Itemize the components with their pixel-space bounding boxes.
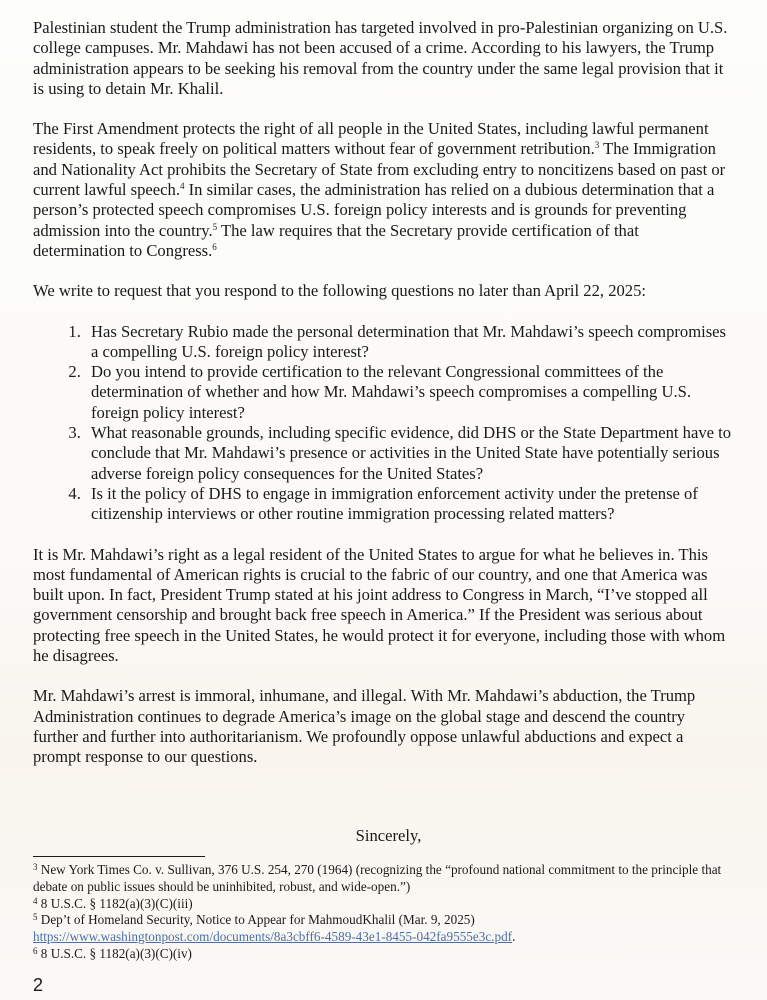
footnote-ref-5[interactable]: 5 [212,221,218,232]
footnote-ref-3[interactable]: 3 [594,140,600,151]
footnote-link[interactable]: https://www.washingtonpost.com/documents/8a3cbff6-4589-43e1-8455-042fa9555e3c.pdf [33,929,513,945]
question-item: 1. Has Secretary Rubio made the personal determination that Mr. Mahdawi’s speech compromises a compelling U.S. foreign policy interest? [85,322,733,363]
footnote-number: 4 [33,895,38,906]
sentence-first-amendment: The First Amendment protects the right of all people in the United States, including lawful permanent residents, to speak freely on political matters without fear of government retribution. [33,119,709,159]
footnote-3 [33,862,733,896]
footnote-text: 8 U.S.C. § 1182(a)(3)(C)(iii) [40,895,193,911]
paragraph-conclusion: Mr. Mahdawi’s arrest is immoral, inhumane, and illegal. With Mr. Mahdawi’s abduction, the Trump Administration continues to degrade America’s image on the global stage and descend the country further and further into authoritarianism. We profoundly oppose unlawful abductions and expect a prompt response to our questions. [33,686,696,767]
question-item: 2. Do you intend to provide certification to the relevant Congressional committees of the determination of whether and how Mr. Mahdawi’s speech compromises a compelling U.S. foreign policy interest? [85,362,733,423]
page-number: 2 [33,975,44,995]
closing-text: Sincerely, [355,826,422,845]
sentence-dubious-determination: In similar cases, the administration has relied on a dubious determination that a person’s protected speech compromises U.S. foreign policy interests and is grounds for preventing admission into the country. [33,180,715,240]
footnote-text: New York Times Co. v. Sullivan, 376 U.S. 254, 270 (1964) (recognizing the “profound national commitment to the principle that debate on public issues should be uninhibited, robust, and wide-open.”) [33,862,722,894]
closing-line [0,826,767,846]
footnote-number: 6 [33,945,38,956]
footnote-divider [33,856,205,857]
footnotes [33,862,733,963]
sentence-ina: The Immigration and Nationality Act prohibits the Secretary of State from excluding entry to noncitizens based on past or current lawful speech. [33,139,726,200]
question-item: 3. What reasonable grounds, including specific evidence, did DHS or the State Department have to conclude that Mr. Mahdawi’s presence or activities in the United State have potentially serious adverse foreign policy consequences for the United States? [85,423,733,484]
paragraph-mahdawi-background: Palestinian student the Trump administration has targeted involved in pro-Palestinian organizing on U.S. college campuses. Mr. Mahdawi has not been accused of a crime. According to his lawyers, the Trump administration appears to be seeking his removal from the country under the same legal provision that it is using to detain Mr. Khalil. [33,18,728,98]
questions-list [33,322,733,525]
sentence-certification: The law requires that the Secretary provide certification of that determination to Congress. [33,220,639,260]
paragraph-request: We write to request that you respond to the following questions no later than April 22, 2025: [33,281,646,301]
footnote-number: 5 [33,912,38,923]
paragraph-first-amendment [33,119,733,261]
footnote-text: 8 U.S.C. § 1182(a)(3)(C)(iv) [40,945,192,961]
paragraph-free-speech: It is Mr. Mahdawi’s right as a legal resident of the United States to argue for what he believes in. This most fundamental of American rights is crucial to the fabric of our country, and one that America was built upon. In fact, President Trump stated at his joint address to Congress in March, “I’ve stopped all government censorship and brought back free speech in America.” If the President was serious about protecting free speech in the United States, he would protect it for everyone, including those with whom he disagrees. [33,544,726,666]
letter-body [33,18,733,788]
footnote-6 [33,946,733,963]
footnote-link-period: . [512,929,516,945]
question-item: 4. Is it the policy of DHS to engage in immigration enforcement activity under the pretense of citizenship interviews or other routine immigration processing related matters? [85,484,733,525]
footnote-4 [33,896,733,913]
footnote-ref-4[interactable]: 4 [179,181,185,192]
footnote-5 [33,912,733,946]
footnote-number: 3 [33,862,38,872]
footnote-ref-6[interactable]: 6 [212,241,217,252]
footnote-text: Dep’t of Homeland Security, Notice to Appear for MahmoudKhalil (Mar. 9, 2025) [40,912,475,928]
